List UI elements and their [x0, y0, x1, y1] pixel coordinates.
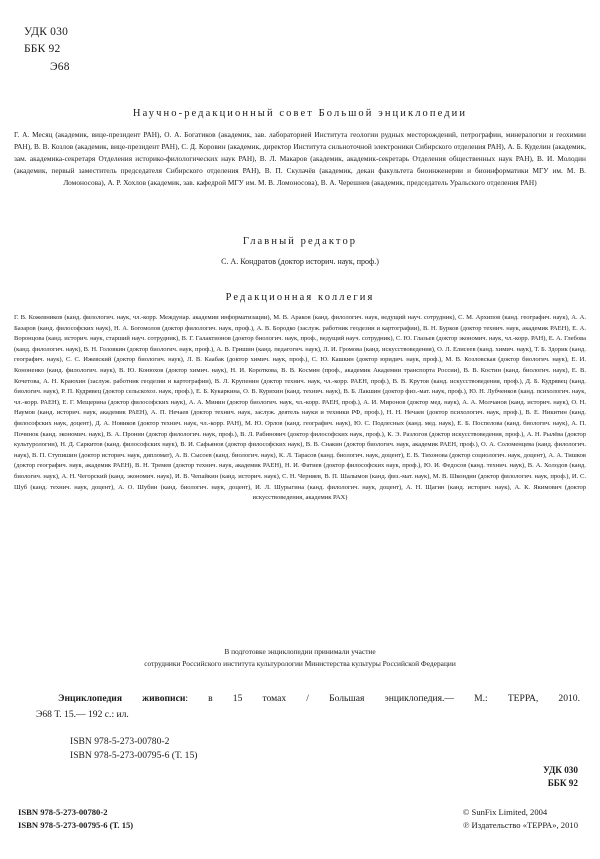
bbk-code-repeat: ББК 92: [547, 778, 578, 789]
classification-codes: [24, 24, 70, 76]
copyright-block: [463, 806, 578, 831]
footer-isbn-block: [18, 806, 133, 831]
bibliographic-record-line-2: Э68 Т. 15.— 192 с.: ил.: [36, 708, 129, 720]
udk-code-repeat: УДК 030: [543, 765, 578, 775]
isbn-general-record: ISBN 978-5-273-00780-2: [70, 735, 170, 747]
chief-editor-name: С. А. Кондратов (доктор историч. наук, проф.): [221, 257, 379, 266]
participation-note-line-2: сотрудники Российского института культурологии Министерства культуры Российской Федерации: [144, 659, 456, 669]
isbn-volume-record: ISBN 978-5-273-00795-6 (Т. 15): [70, 749, 198, 761]
copyright-line-1: © SunFix Limited, 2004: [462, 807, 548, 817]
editorial-board-title: Редакционная коллегия: [225, 292, 375, 303]
scientific-council-title: Научно-редакционный совет Большой энциклопедии: [132, 108, 468, 119]
classification-codes-repeat: [543, 764, 578, 790]
footer-isbn-volume: ISBN 978-5-273-00795-6 (Т. 15): [18, 819, 134, 830]
editorial-board-members: Г. В. Кожевников (канд. филологич. наук, чл.-корр. Междунар. академии информатизации), М. В. Араков (канд. филологич. наук, ведущий науч. сотрудник), С. М. Архипов (канд. географич. наук), А. А. Базаров (канд. философских наук), Н. А. Богомолов (доктор филологич. наук, проф.), А. В. Бородко (заслуж. работник геодезии и картографии), В. Н. Бурков (доктор технич. наук, академик РАЕН), Е. А. Воронцова (канд. историч. наук, старший науч. сотрудник), В. Г. Галактионов (доктор биологич. наук, проф., ведущий науч. сотрудник), С. Ю. Глазьев (доктор экономич. наук, чл.-корр. РАН), Е. А. Глебова (канд. филологич. наук), В. Н. Головкин (доктор биологич. наук, проф.), А. В. Гришин (канд. педагогич. наук), Л. И. Громова (канд. искусствоведения), О. Л. Елисеев (канд. химич. наук), Т. Б. Здорик (канд. географич. наук), С. С. Ижевский (доктор биологич. наук), Л. В. Каабак (доктор химич. наук, проф.), С. Ю. Кашкин (доктор юридич. наук, проф.), М. В. Козловская (доктор биологич. наук), Е. И. Кононенко (канд. филологич. наук), В. Ю. Конюхов (доктор химич. наук), Н. И. Короткова, В. В. Космин (проф., академик Академии транспорта России), В. В. Костин (канд. биологич. наук), Е. В. Кочетова, А. Н. Краюхин (заслуж. работник геодезии и картографии), В. Л. Крупенин (доктор технич. наук, чл.-корр. РАЕН, проф.), В. В. Крутов (канд. искусствоведения, проф.), Д. Б. Кудрявец (канд. биологич. наук), Р. П. Кудрявец (доктор сельскохоз. наук, проф.), Е. Б. Кукаркина, О. В. Курихин (канд. технич. наук), В. Б. Лакшин (доктор физ.-мат. наук, проф.), Ю. Н. Лубченков (канд. психологич. наук, чл.-корр. РАЕН), Е. Г. Мещерина (доктор философских наук), А. А. Минин (доктор биологич. наук, чл.-корр. РАЕН, проф.), А. И. Миронов (доктор мед. наук), А. А. Молчанов (канд. историч. наук), О. Н. Наумов (канд. историч. наук, академик РАЕН), А. П. Нечаев (доктор технич. наук, заслуж. деятель науки и техники РФ, проф.), Н. Н. Нечаев (доктор психологич. наук, проф.), В. Е. Никитин (канд. философских наук, доцент), Д. А. Новиков (доктор технич. наук, чл.-корр. РАН), М. Ю. Орлов (канд. географич. наук), Ю. С. Подлесных (канд. мед. наук), Е. Б. Поспелова (канд. биологич. наук), А. П. Починок (канд. экономич. наук), В. А. Пронин (доктор филологич. наук, проф.), В. Л. Рабинович (доктор философских наук, проф.), К. Э. Разлогов (доктор искусствоведения, проф.), А. Н. Рылёва (доктор культурологии), Н. Д. Саркитов (канд. философских наук), В. И. Сафьянов (доктор философских наук), В. В. Снакин (доктор биологич. наук, академик РАЕН, проф.), О. А. Соломенцева (канд. филологич. наук), В. П. Ступишин (доктор историч. наук, дипломат), А. В. Сысоев (канд. биологич. наук), К. Л. Тарасов (канд. биологич. наук, доцент), Е. В. Тихонова (доктор социологич. наук, доцент), А. А. Тишков (доктор географич. наук, академик РАЕН), В. Н. Тремев (доктор технич. наук, академик РАЕН), Н. И. Фатиев (доктор философских наук, проф.), Ю. И. Федосов (канд. технич. наук), В. А. Холодов (канд. биологич. наук), А. Н. Чегорский (канд. экономич. наук), И. В. Чепайкин (канд. историч. наук), С. Н. Черняев, В. П. Шалымов (канд. физ.-мат. наук), М. В. Шкондин (доктор филологич. наук, проф.), И. С. Шуб (канд. технич. наук, доцент), А. О. Шубин (канд. биологич. наук, доцент), И. Л. Шурыгина (канд. филологич. наук, доцент), А. Н. Щагин (канд. историч. наук), А. К. Якимович (доктор искусствоведения, академик РАХ): [14, 314, 586, 502]
participation-note: [40, 646, 560, 671]
publication-title: Энциклопедия живописи: [58, 693, 186, 704]
chief-editor-title: Главный редактор: [242, 236, 358, 247]
editorial-board-section: [14, 292, 586, 510]
bibliographic-record: [36, 692, 580, 763]
chief-editor-section: [14, 236, 586, 276]
footer-isbn-general: ISBN 978-5-273-00780-2: [18, 807, 108, 817]
author-sign-code: Э68: [50, 60, 70, 73]
copyright-line-2: ℗ Издательство «ТЕРРА», 2010: [462, 819, 578, 830]
bibliographic-isbn-list: [36, 735, 580, 763]
page-footer: [18, 806, 578, 831]
participation-note-line-1: В подготовке энциклопедии принимали участие: [224, 647, 376, 656]
scientific-council-section: [14, 108, 586, 196]
publication-imprint: : в 15 томах / Большая энциклопедия.— М.: ТЕРРА, 2010.: [185, 693, 580, 704]
bbk-code: ББК 92: [24, 43, 61, 56]
udk-code: УДК 030: [24, 26, 69, 38]
bibliographic-record-line-1: [36, 692, 580, 707]
scientific-council-members: Г. А. Месяц (академик, вице-президент РАН), О. А. Богатиков (академик, зав. лабораторией Института геологии рудных месторождений, петрографии, минералогии и геохимии РАН), В. В. Козлов (академик, вице-президент РАН), С. Д. Коровин (академик, директор Института сильноточной электроники Сибирского отделения РАН), А. Б. Куделин (академик, зам. академика-секретаря Отделения историко-филологических наук РАН), В. Л. Макаров (академик, академик-секретарь Отделения общественных наук РАН), В. И. Молодин (академик, первый заместитель председателя Сибирского отделения РАН), В. П. Скулачёв (академик, декан факультета биоинженерии и биоинформатики МГУ им. М. В. Ломоносова), А. Р. Хохлов (академик, зав. кафедрой МГУ им. М. В. Ломоносова), В. А. Черешнев (академик, председатель Уральского отделения РАН): [14, 130, 586, 187]
